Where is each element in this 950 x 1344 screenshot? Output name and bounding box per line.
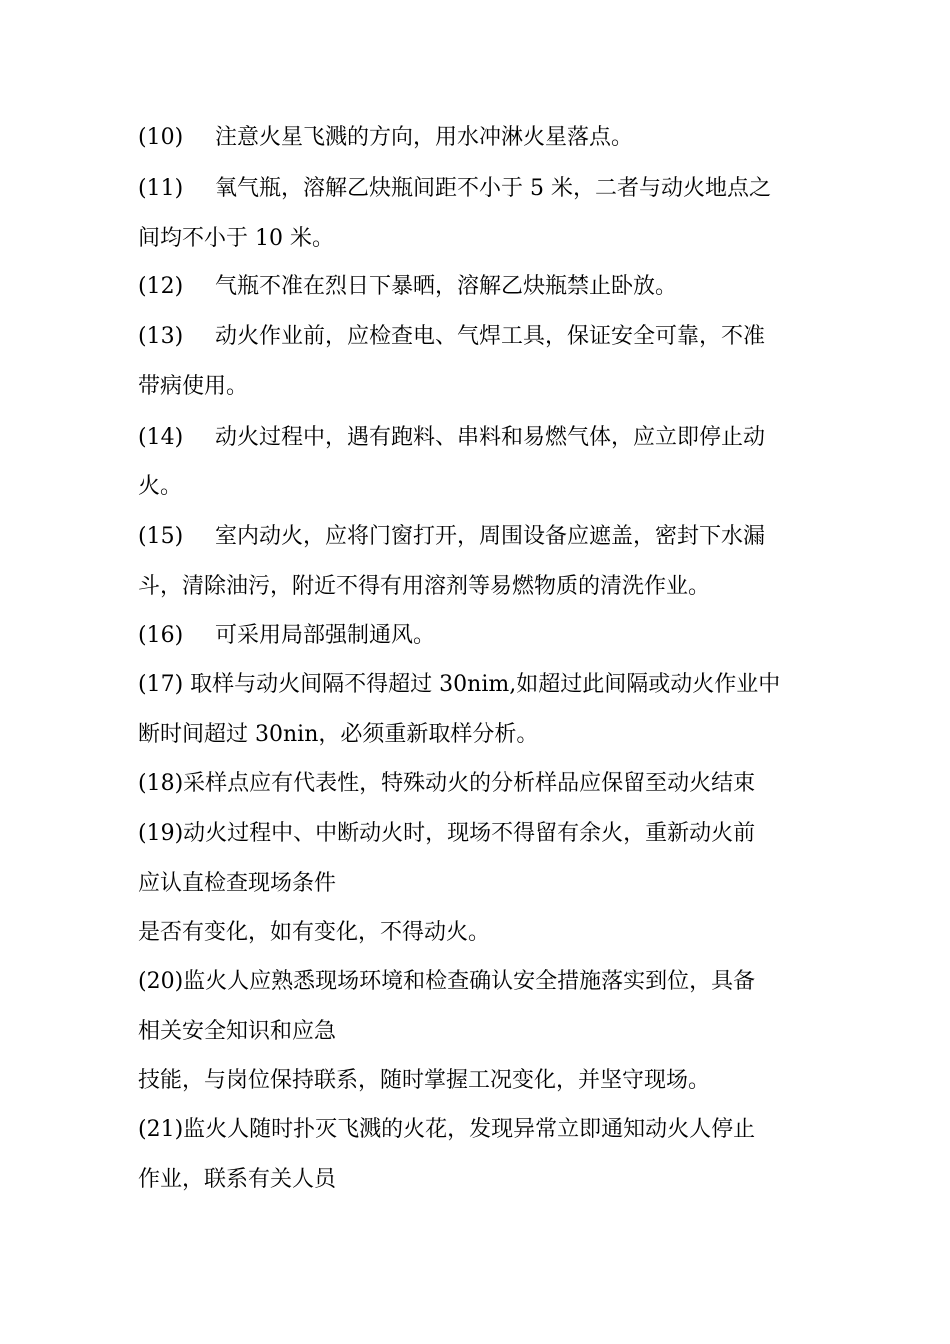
item-18-line-1 — [138, 769, 818, 799]
item-text: 注意火星飞溅的方向，用水冲淋火星落点。 — [215, 125, 634, 150]
item-20-line-1 — [138, 967, 818, 997]
item-number: (11) — [138, 176, 184, 201]
item-14-line-2 — [138, 472, 818, 502]
item-text: 气瓶不准在烈日下暴晒，溶解乙炔瓶禁止卧放。 — [215, 274, 678, 299]
item-number: (12) — [138, 274, 184, 299]
item-text: 动火过程中，遇有跑料、串料和易燃气体，应立即停止动 — [215, 425, 766, 450]
item-number: (15) — [138, 524, 184, 549]
item-number: (10) — [138, 125, 184, 150]
item-13-line-2 — [138, 372, 818, 402]
item-15-line-1 — [138, 522, 818, 552]
item-12-line-1 — [138, 272, 818, 302]
item-text: 间均不小于 10 米。 — [138, 226, 334, 251]
item-14-line-1 — [138, 423, 818, 453]
item-number: (21) — [138, 1117, 184, 1142]
item-19-line-1 — [138, 819, 818, 849]
item-text: 带病使用。 — [138, 374, 249, 399]
item-19-line-2 — [138, 869, 818, 899]
item-20-line-2 — [138, 1017, 818, 1047]
item-17-line-2 — [138, 720, 818, 750]
item-number: (14) — [138, 425, 184, 450]
item-17-line-1 — [138, 670, 818, 700]
item-text: 火。 — [138, 474, 183, 499]
item-15-line-2 — [138, 572, 818, 602]
item-text: 监火人应熟悉现场环境和检查确认安全措施落实到位，具备 — [183, 969, 756, 994]
item-text: 采样点应有代表性，特殊动火的分析样品应保留至动火结束 — [183, 771, 756, 796]
item-11-line-2 — [138, 224, 818, 254]
item-text: 氧气瓶，溶解乙炔瓶间距不小于 5 米，二者与动火地点之 — [215, 176, 771, 201]
item-21-line-1 — [138, 1115, 818, 1145]
item-11-line-1 — [138, 174, 818, 204]
item-text: 动火过程中、中断动火时，现场不得留有余火，重新动火前 — [183, 821, 756, 846]
item-number: (17) — [138, 672, 184, 697]
item-number: (19) — [138, 821, 184, 846]
item-text: 斗，清除油污，附近不得有用溶剂等易燃物质的清洗作业。 — [138, 574, 711, 599]
item-text: 断时间超过 30nin，必须重新取样分析。 — [138, 722, 539, 747]
item-text: 应认直检查现场条件 — [138, 871, 337, 896]
item-number: (16) — [138, 623, 184, 648]
item-number: (18) — [138, 771, 184, 796]
item-10-line-1 — [138, 123, 818, 153]
item-text: 可采用局部强制通风。 — [215, 623, 436, 648]
item-21-line-2 — [138, 1165, 818, 1195]
item-text: 是否有变化，如有变化，不得动火。 — [138, 920, 491, 945]
item-text: 作业，联系有关人员 — [138, 1167, 337, 1192]
item-16-line-1 — [138, 621, 818, 651]
item-text: 监火人随时扑灭飞溅的火花，发现异常立即通知动火人停止 — [183, 1117, 756, 1142]
item-number: (13) — [138, 324, 184, 349]
item-text: 技能，与岗位保持联系，随时掌握工况变化，并坚守现场。 — [138, 1068, 711, 1093]
item-number: (20) — [138, 969, 184, 994]
item-text: 取样与动火间隔不得超过 30nim,如超过此间隔或动火作业中 — [183, 672, 781, 697]
item-19-line-3 — [138, 918, 818, 948]
item-20-line-3 — [138, 1066, 818, 1096]
item-text: 室内动火，应将门窗打开，周围设备应遮盖，密封下水漏 — [215, 524, 766, 549]
item-text: 动火作业前，应检查电、气焊工具，保证安全可靠，不准 — [215, 324, 766, 349]
item-text: 相关安全知识和应急 — [138, 1019, 337, 1044]
item-13-line-1 — [138, 322, 818, 352]
